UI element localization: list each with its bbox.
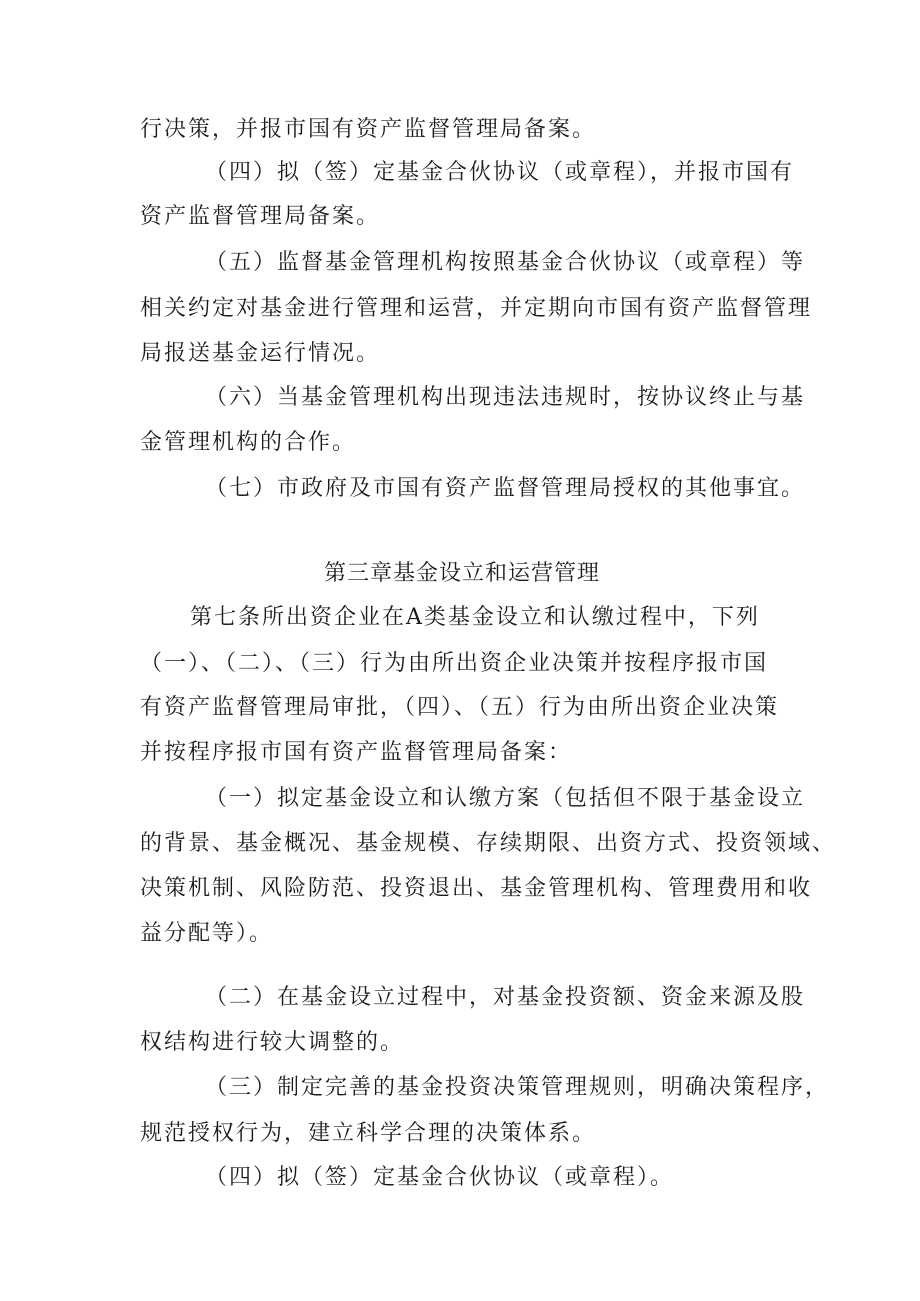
text-line: （七）市政府及市国有资产监督管理局授权的其他事宜。	[205, 476, 806, 501]
text-line: 并按程序报市国有资产监督管理局备案：	[140, 740, 573, 765]
text-line: 资产监督管理局备案。	[140, 204, 381, 229]
text-line: 行决策，并报市国有资产监督管理局备案。	[140, 117, 597, 142]
text-line: 益分配等）。	[140, 921, 274, 946]
text-line: （四）拟（签）定基金合伙协议（或章程），并报市国有	[205, 160, 795, 185]
text-line: 第七条所出资企业在A类基金设立和认缴过程中，下列	[190, 605, 760, 630]
text-line: 规范授权行为，建立科学合理的决策体系。	[140, 1121, 597, 1146]
text-line: 局报送基金运行情况。	[140, 341, 381, 366]
text-line: （二）在基金设立过程中，对基金投资额、资金来源及股	[205, 985, 806, 1010]
text-line: 相关约定对基金进行管理和运营，并定期向市国有资产监督管理	[140, 296, 813, 321]
text-line: 有资产监督管理局审批，（四）、（五）行为由所出资企业决策	[140, 695, 780, 720]
text-line: 决策机制、风险防范、投资退出、基金管理机构、管理费用和收	[140, 876, 813, 901]
text-line: （四）拟（签）定基金合伙协议（或章程）。	[205, 1165, 675, 1190]
text-line: （三）制定完善的基金投资决策管理规则，明确决策程序，	[205, 1075, 830, 1100]
text-line: （五）监督基金管理机构按照基金合伙协议（或章程）等	[205, 250, 806, 275]
text-line: 权结构进行较大调整的。	[140, 1030, 405, 1055]
text-line: （一）拟定基金设立和认缴方案（包括但不限于基金设立	[205, 786, 806, 811]
text-line: 的背景、基金概况、基金规模、存续期限、出资方式、投资领域、	[140, 831, 837, 856]
text-line: （六）当基金管理机构出现违法违规时，按协议终止与基	[205, 385, 806, 410]
text-line: 金管理机构的合作。	[140, 430, 357, 455]
text-line: （一）、（二）、（三）行为由所出资企业决策并按程序报市国	[140, 651, 769, 676]
chapter-heading: 第三章基金设立和运营管理	[324, 561, 601, 586]
